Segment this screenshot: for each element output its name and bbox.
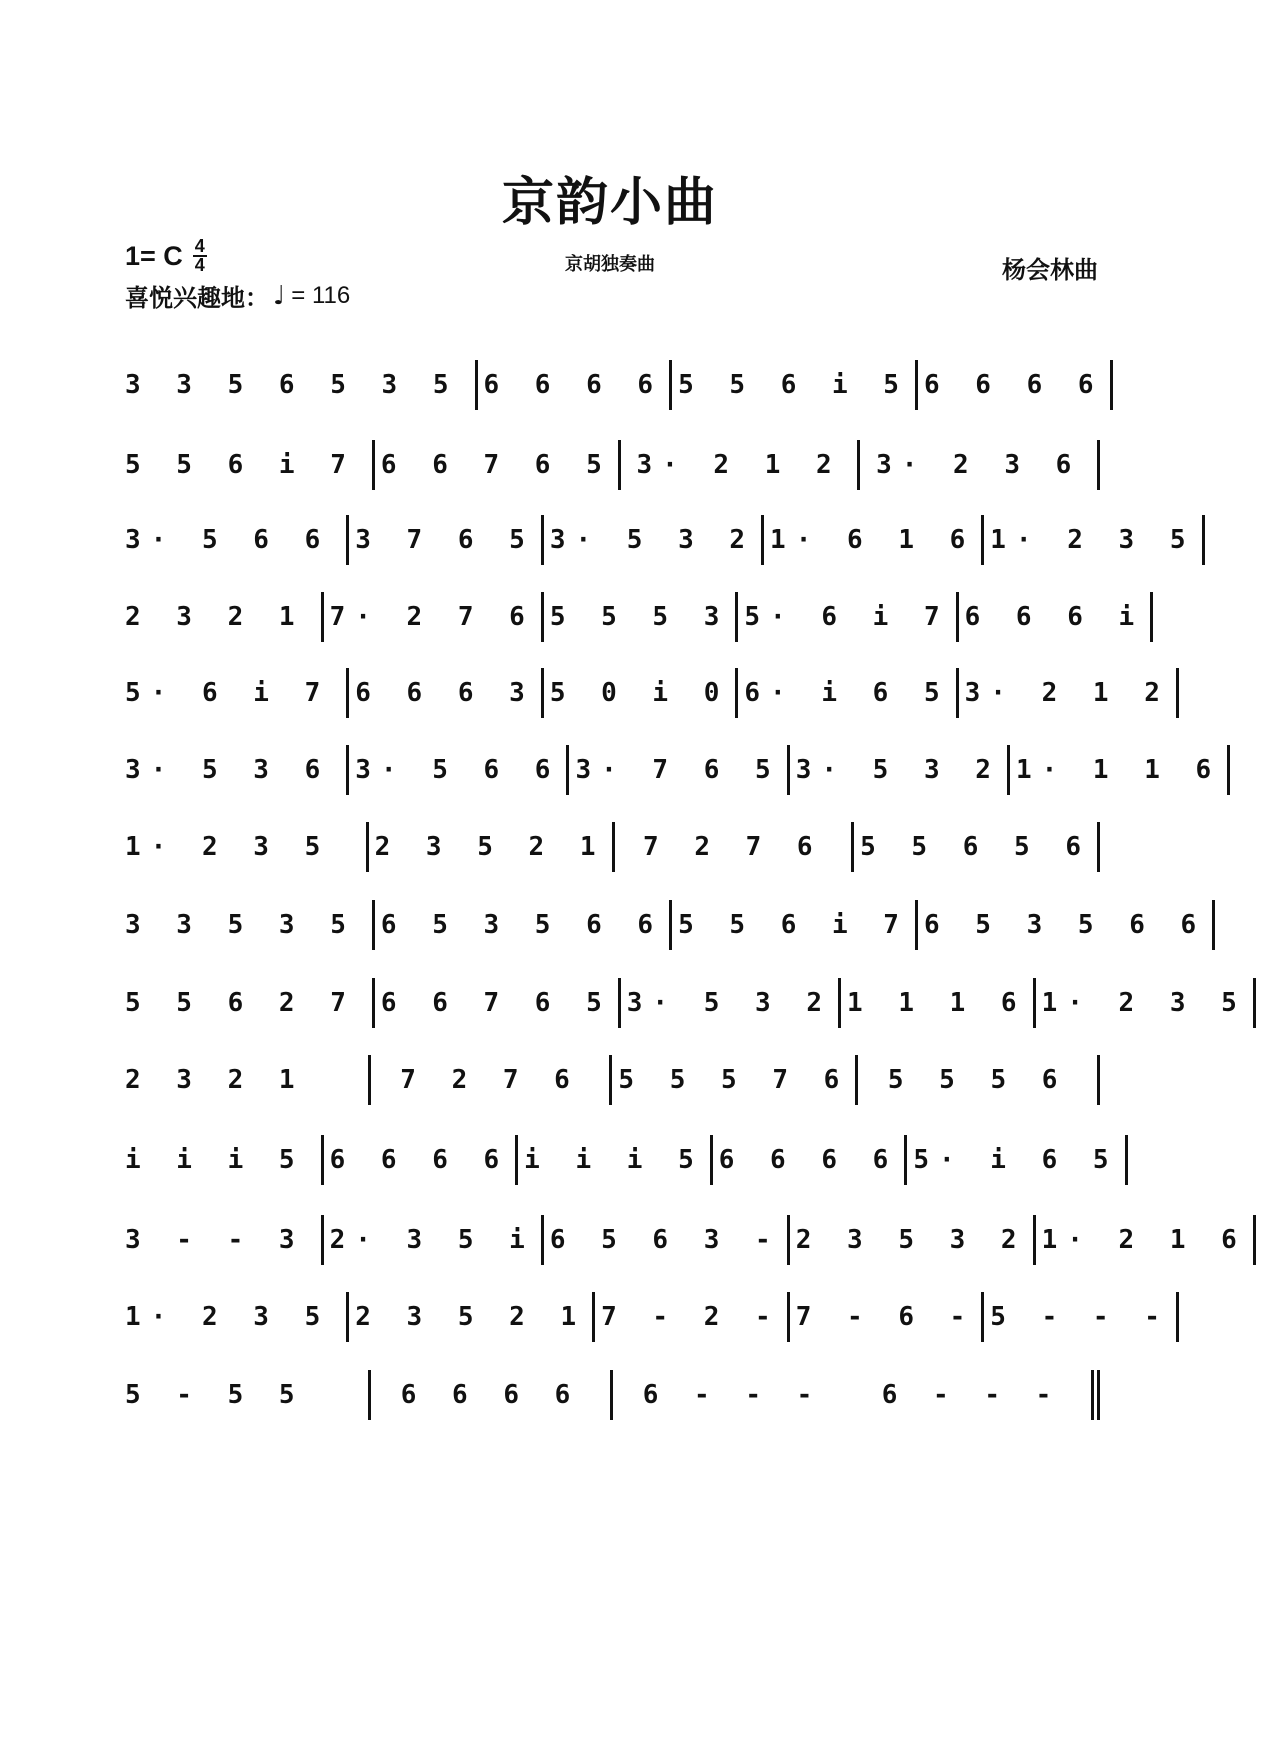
measure [375, 440, 621, 490]
score-line [125, 1215, 1247, 1265]
score-line [125, 1292, 1170, 1342]
measure-notes: 3· 2 3 6 [876, 450, 1082, 480]
measure [125, 1292, 349, 1342]
measure [375, 900, 672, 950]
measure [738, 668, 958, 718]
tempo-marking [125, 278, 350, 313]
measure [371, 1055, 613, 1105]
score-line [125, 978, 1247, 1028]
measure-notes: 5 5 6 i 7 [125, 450, 356, 480]
measure [790, 745, 1010, 795]
measure [672, 360, 918, 410]
measure [349, 1292, 595, 1342]
score-subtitle: 京胡独奏曲 [565, 254, 655, 275]
measure [1036, 978, 1256, 1028]
measure [854, 822, 1100, 872]
measure-notes: 6 6 6 6 [718, 1145, 899, 1175]
measure-notes: 3 7 6 5 [355, 525, 535, 555]
measure-notes: 5· 6 i 7 [125, 678, 331, 708]
measure-notes: 7 2 7 6 [643, 832, 823, 862]
measure-notes: 3· 2 1 2 [964, 678, 1170, 708]
measure-notes: 1· 2 1 6 [1041, 1225, 1247, 1255]
measure-notes: 3 3 5 6 5 3 5 [125, 370, 459, 400]
measure [984, 1292, 1179, 1342]
measure [595, 1292, 790, 1342]
measure-notes: 1 1 1 6 [847, 988, 1027, 1018]
measure-notes: 5 5 5 6 [887, 1065, 1068, 1095]
measure [672, 900, 918, 950]
measure [125, 745, 349, 795]
measure-notes: 3· 5 3 2 [626, 988, 833, 1018]
measure [544, 668, 739, 718]
measure-notes: 6 6 6 6 [400, 1380, 581, 1410]
measure [125, 440, 375, 490]
measure [959, 668, 1179, 718]
time-signature [193, 238, 207, 274]
measure-notes: 1· 6 1 6 [770, 525, 976, 555]
score-line [125, 515, 1196, 565]
measure [125, 668, 349, 718]
measure-notes: 3 - - 3 [125, 1225, 305, 1255]
measure [349, 745, 569, 795]
measure [1036, 1215, 1256, 1265]
measure [125, 900, 375, 950]
measure [371, 1370, 613, 1420]
measure-notes: 6 - - - [881, 1380, 1062, 1410]
measure-notes: 1· 2 3 5 [125, 832, 331, 862]
measure-notes: 6 6 6 3 [355, 678, 535, 708]
score-line [125, 745, 1222, 795]
measure-notes: 2 3 5 2 1 [355, 1302, 587, 1332]
measure-notes: 6 5 3 5 6 6 [923, 910, 1207, 940]
score-line [125, 592, 1145, 642]
measure-notes: 6 5 3 5 6 6 [380, 910, 664, 940]
measure-notes: 6 6 7 6 5 [380, 450, 612, 480]
measure [544, 515, 764, 565]
score-line [125, 1370, 1100, 1420]
measure [713, 1135, 908, 1185]
measure-notes: 3· 5 3 6 [125, 755, 331, 785]
measure-notes: 6· i 6 5 [744, 678, 950, 708]
measure-notes: 5 5 6 2 7 [125, 988, 356, 1018]
measure-notes: 7 2 7 6 [400, 1065, 580, 1095]
measure-notes: 5 - - - [990, 1302, 1170, 1332]
measure [125, 1055, 371, 1105]
measure [621, 440, 861, 490]
measure [125, 822, 369, 872]
measure-notes: 1· 2 3 5 [125, 1302, 331, 1332]
measure [918, 900, 1215, 950]
measure-notes: 3· 2 1 2 [636, 450, 842, 480]
measure [349, 515, 544, 565]
measure-notes: 2· 3 5 i [329, 1225, 535, 1255]
time-signature-bottom: 4 [194, 255, 205, 275]
measure [544, 1215, 790, 1265]
measure-notes: 7 - 6 - [795, 1302, 976, 1332]
measure-notes: 6 - - - [642, 1380, 823, 1410]
measure [918, 360, 1113, 410]
measure [125, 1215, 324, 1265]
measure-notes: 7· 2 7 6 [329, 602, 535, 632]
measure-notes: 3· 5 6 6 [355, 755, 561, 785]
measure-notes: 2 3 5 2 1 [374, 832, 606, 862]
measure-notes: 2 3 5 3 2 [795, 1225, 1027, 1255]
measure [621, 978, 841, 1028]
measure-notes: 5 5 5 7 6 [618, 1065, 850, 1095]
measure [615, 822, 855, 872]
measure-notes: 1· 1 1 6 [1015, 755, 1222, 785]
measure [544, 592, 739, 642]
measure [858, 1055, 1100, 1105]
measure-notes: i i i 5 [524, 1145, 704, 1175]
measure [125, 360, 478, 410]
measure [125, 1370, 371, 1420]
measure-notes: 2 3 2 1 [125, 602, 305, 632]
score-line [125, 440, 1100, 490]
measure [518, 1135, 713, 1185]
measure [790, 1215, 1036, 1265]
measure [612, 1055, 858, 1105]
quarter-note-icon: ♩ [273, 280, 286, 311]
measure-notes: 3· 5 6 6 [125, 525, 331, 555]
score-line [125, 1135, 1119, 1185]
score-line [125, 900, 1207, 950]
measure [790, 1292, 985, 1342]
measure-notes: 3 3 5 3 5 [125, 910, 356, 940]
measure-notes: 5· 6 i 7 [744, 602, 950, 632]
measure-notes: 5· i 6 5 [913, 1145, 1119, 1175]
measure-notes: 5 0 i 0 [549, 678, 730, 708]
measure [125, 592, 324, 642]
key-label: 1= C [125, 240, 183, 271]
measure [1010, 745, 1230, 795]
measure-notes: i i i 5 [125, 1145, 305, 1175]
score-title: 京韵小曲 [501, 173, 718, 233]
measure-notes: 1· 2 3 5 [1041, 988, 1247, 1018]
measure [375, 978, 621, 1028]
measure [125, 978, 375, 1028]
measure-notes: 3· 5 3 2 [549, 525, 756, 555]
measure-notes: 6 6 6 6 [329, 1145, 510, 1175]
measure [907, 1135, 1127, 1185]
measure-notes: 7 - 2 - [601, 1302, 781, 1332]
measure-notes: 6 6 6 6 [923, 370, 1104, 400]
measure [324, 1135, 519, 1185]
measure-notes: 5 5 5 3 [549, 602, 730, 632]
measure-notes: 5 - 5 5 [125, 1380, 305, 1410]
measure [613, 1370, 852, 1420]
score-line [125, 1055, 1100, 1105]
measure [738, 592, 958, 642]
measure [959, 592, 1154, 642]
measure [569, 745, 789, 795]
measure [349, 668, 544, 718]
measure-notes: 5 5 6 i 7 [678, 910, 909, 940]
measure-notes: 3· 5 3 2 [795, 755, 1001, 785]
measure [125, 1135, 324, 1185]
measure-notes: 6 5 6 3 - [549, 1225, 781, 1255]
measure [324, 1215, 544, 1265]
measure-notes: 5 5 6 i 5 [678, 370, 909, 400]
score-line [125, 822, 1100, 872]
time-signature-top: 4 [194, 236, 205, 256]
measure [860, 440, 1100, 490]
measure [324, 592, 544, 642]
measure-notes: 3· 7 6 5 [575, 755, 781, 785]
tempo-bpm: = 116 [291, 281, 351, 309]
measure-notes: 6 6 6 6 [483, 370, 664, 400]
measure-notes: 2 3 2 1 [125, 1065, 305, 1095]
measure [369, 822, 615, 872]
measure [841, 978, 1036, 1028]
measure [125, 515, 349, 565]
measure-notes: 6 6 7 6 5 [380, 988, 612, 1018]
tempo-expression: 喜悦兴趣地： [125, 284, 269, 312]
measure-notes: 6 6 6 i [964, 602, 1145, 632]
composer-credit: 杨会林曲 [1002, 256, 1098, 284]
measure-notes: 1· 2 3 5 [990, 525, 1196, 555]
key-signature [125, 238, 207, 274]
measure-notes: 5 5 6 5 6 [860, 832, 1091, 862]
score-line [125, 360, 1104, 410]
measure [984, 515, 1204, 565]
score-line [125, 668, 1170, 718]
measure [764, 515, 984, 565]
measure [852, 1370, 1100, 1420]
measure [478, 360, 673, 410]
